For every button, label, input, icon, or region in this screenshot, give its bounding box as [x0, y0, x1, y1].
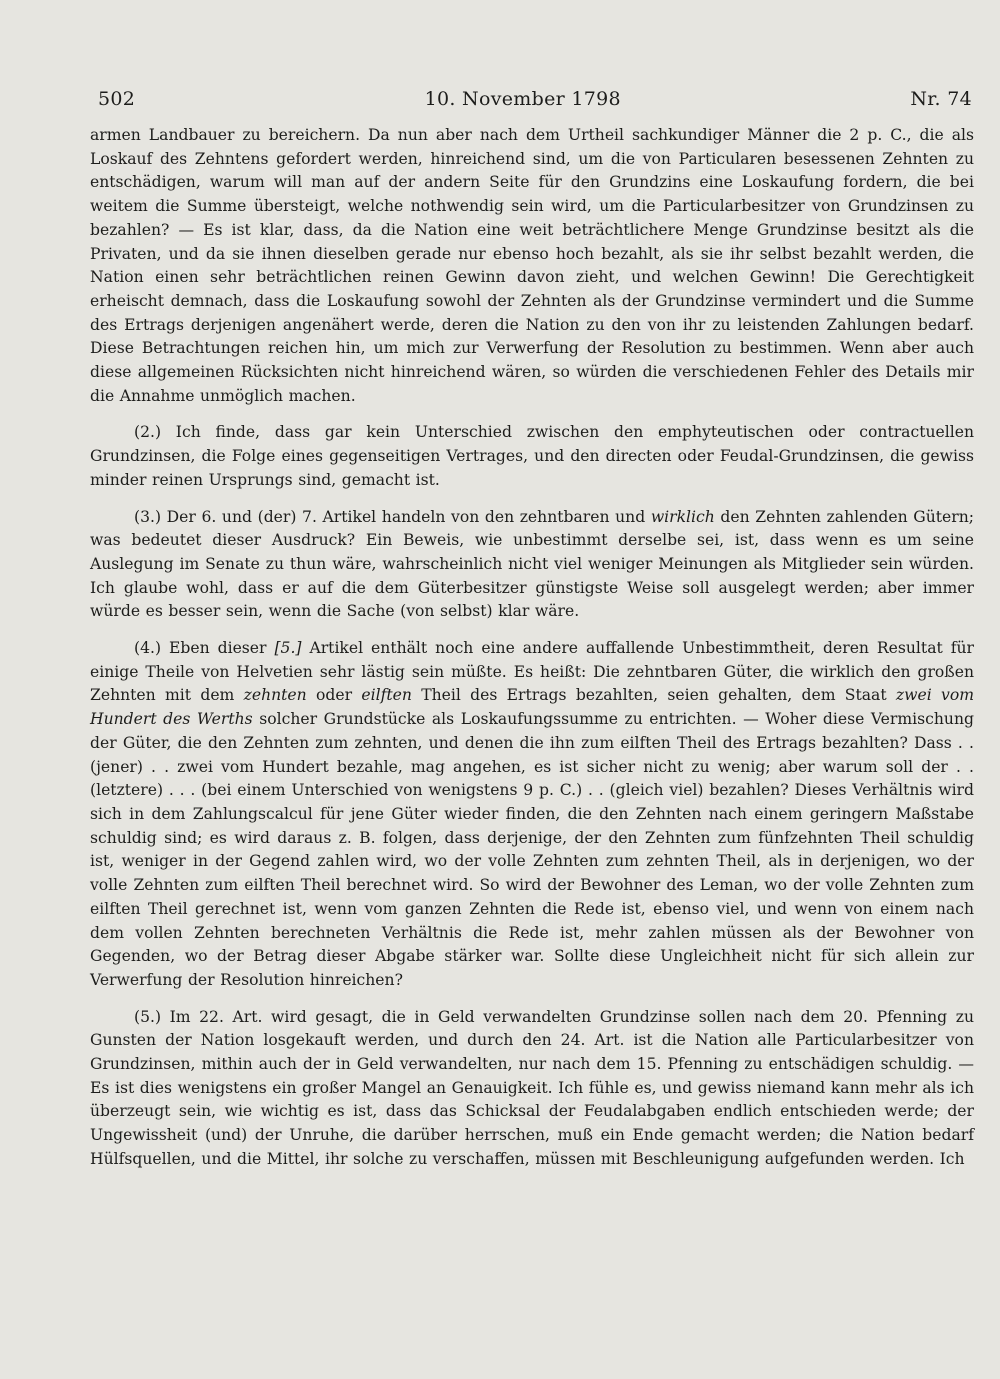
paragraph-text: armen Landbauer zu bereichern. Da nun aber nach dem Urtheil sachkundiger Männer die 2 p. C., die als Loskauf des Zehntens gefordert werden, hinreichend sind, um die von Particularen besessenen Zehnten zu entschädigen, warum will man auf der andern Seite für den Grundzins eine Loskaufung fordern, die bei weitem die Summe übersteigt, welche nothwendig sein wird, um die Particularbesitzer von Grundzinsen zu bezahlen? — Es ist klar, dass, da die Nation eine weit beträchtlichere Menge Grundzinse besitzt als die Privaten, und da sie ihnen dieselben gerade nur ebenso hoch bezahlt, als sie ihr selbst bezahlt werden, die Nation einen sehr beträchtlichen reinen Gewinn davon zieht, und welchen Gewinn! Die Gerechtigkeit erheischt demnach, dass die Loskaufung sowohl der Zehnten als der Grundzinse vermindert und die Summe des Ertrags derjenigen angenähert werde, deren die Nation zu den von ihr zu leistenden Zahlungen bedarf. Diese Betrachtungen reichen hin, um mich zur Verwerfung der Resolution zu bestimmen. Wenn aber auch diese allgemeinen Rücksichten nicht hinreichend wären, so würden die verschiedenen Fehler des Details mir die Annahme unmöglich machen.: [90, 126, 974, 405]
paragraph-text: Artikel enthält noch eine andere auffallende Unbestimmtheit, deren Resultat für einige Theile von Helvetien sehr lästig sein müßte. Es heißt: Die zehntbaren Güter, die wirklich den großen Zehnten mit dem: [90, 639, 974, 705]
paragraph-2: [90, 421, 974, 492]
body-text: [90, 124, 974, 1172]
issue-number: Nr. 74: [910, 88, 972, 110]
paragraph-continuation: [90, 124, 974, 408]
paragraph-text: (4.) Eben dieser: [134, 639, 275, 658]
paragraph-4: [90, 637, 974, 993]
paragraph-text: (3.) Der 6. und (der) 7. Artikel handeln von den zehntbaren und: [134, 507, 651, 526]
paragraph-text: oder: [306, 686, 362, 705]
emphasis-text: eilften: [361, 686, 412, 705]
page-number: 502: [98, 88, 136, 110]
paragraph-text: Theil des Ertrags bezahlten, seien gehalten, dem Staat: [411, 686, 896, 705]
paragraph-text: (2.) Ich finde, dass gar kein Unterschied zwischen den emphyteutischen oder contractuellen Grundzinsen, die Folge eines gegenseitigen Vertrages, und den directen oder Feudal-Grundzinsen, die gewiss minder reinen Ursprungs sind, gemacht ist.: [90, 423, 974, 489]
paragraph-text: solcher Grundstücke als Loskaufungssumme zu entrichten. — Woher diese Vermischung der Güter, die den Zehnten zum zehnten, und denen die ihn zum eilften Theil des Ertrags bezahlten? Dass . . (jener) . . zwei vom Hundert bezahle, mag angehen, es ist sicher nicht zu wenig; aber warum soll der . . (letztere) . . . (bei einem Unterschied von wenigstens 9 p. C.) . . (gleich viel) bezahlen? Dieses Verhältnis wird sich in dem Zahlungscalcul für jene Güter wieder finden, die den Zehnten nach einem geringern Maßstabe schuldig sind; es wird daraus z. B. folgen, dass derjenige, der den Zehnten zum fünfzehnten Theil schuldig ist, weniger in der Gegend zahlen wird, wo der volle Zehnten zum zehnten Theil, als in derjenigen, wo der volle Zehnten zum eilften Theil berechnet wird. So wird der Bewohner des Leman, wo der volle Zehnten zum eilften Theil gerechnet ist, wenn vom ganzen Zehnten die Rede ist, ebenso viel, und wenn von einem nach dem vollen Zehnten berechneten Verhältnis die Rede ist, mehr zahlen müssen als der Bewohner von Gegenden, wo der Betrag dieser Abgabe stärker war. Sollte diese Ungleichheit nicht für sich allein zur Verwerfung der Resolution hinreichen?: [90, 710, 974, 989]
paragraph-text: (5.) Im 22. Art. wird gesagt, die in Geld verwandelten Grundzinse sollen nach dem 20. Pfenning zu Gunsten der Nation losgekauft werden, und durch den 24. Art. ist die Nation alle Particularbesitzer von Grundzinsen, mithin auch der in Geld verwandelten, nur nach dem 15. Pfenning zu entschädigen schuldig. — Es ist dies wenigstens ein großer Mangel an Genauigkeit. Ich fühle es, und gewiss niemand kann mehr als ich überzeugt sein, wie wichtig es ist, dass das Schicksal der Feudalabgaben endlich entschieden werde; der Ungewissheit (und) der Unruhe, die darüber herrschen, muß ein Ende gemacht werden; die Nation bedarf Hülfsquellen, und die Mittel, ihr solche zu verschaffen, müssen mit Beschleunigung aufgefunden werden. Ich: [90, 1007, 974, 1168]
page-header: [98, 88, 972, 110]
paragraph-3: [90, 506, 974, 625]
paragraph-5: [90, 1006, 974, 1172]
header-date: 10. November 1798: [424, 88, 621, 110]
emphasis-text: wirklich: [650, 507, 715, 526]
emphasis-text: zwei vom Hundert des Werths: [90, 686, 974, 729]
emphasis-text: zehnten: [243, 686, 307, 705]
paragraph-text: den Zehnten zahlenden Gütern; was bedeutet dieser Ausdruck? Ein Beweis, wie unbestimmt derselbe sei, ist, dass wenn es um seine Auslegung im Senate zu thun wäre, wahrscheinlich nicht viel weniger Meinungen als Mitglieder sein würden. Ich glaube wohl, dass er auf die dem Güterbesitzer günstigste Weise soll ausgelegt werden; aber immer würde es besser sein, wenn die Sache (von selbst) klar wäre.: [90, 507, 974, 621]
editorial-correction: [5.]: [274, 639, 302, 658]
